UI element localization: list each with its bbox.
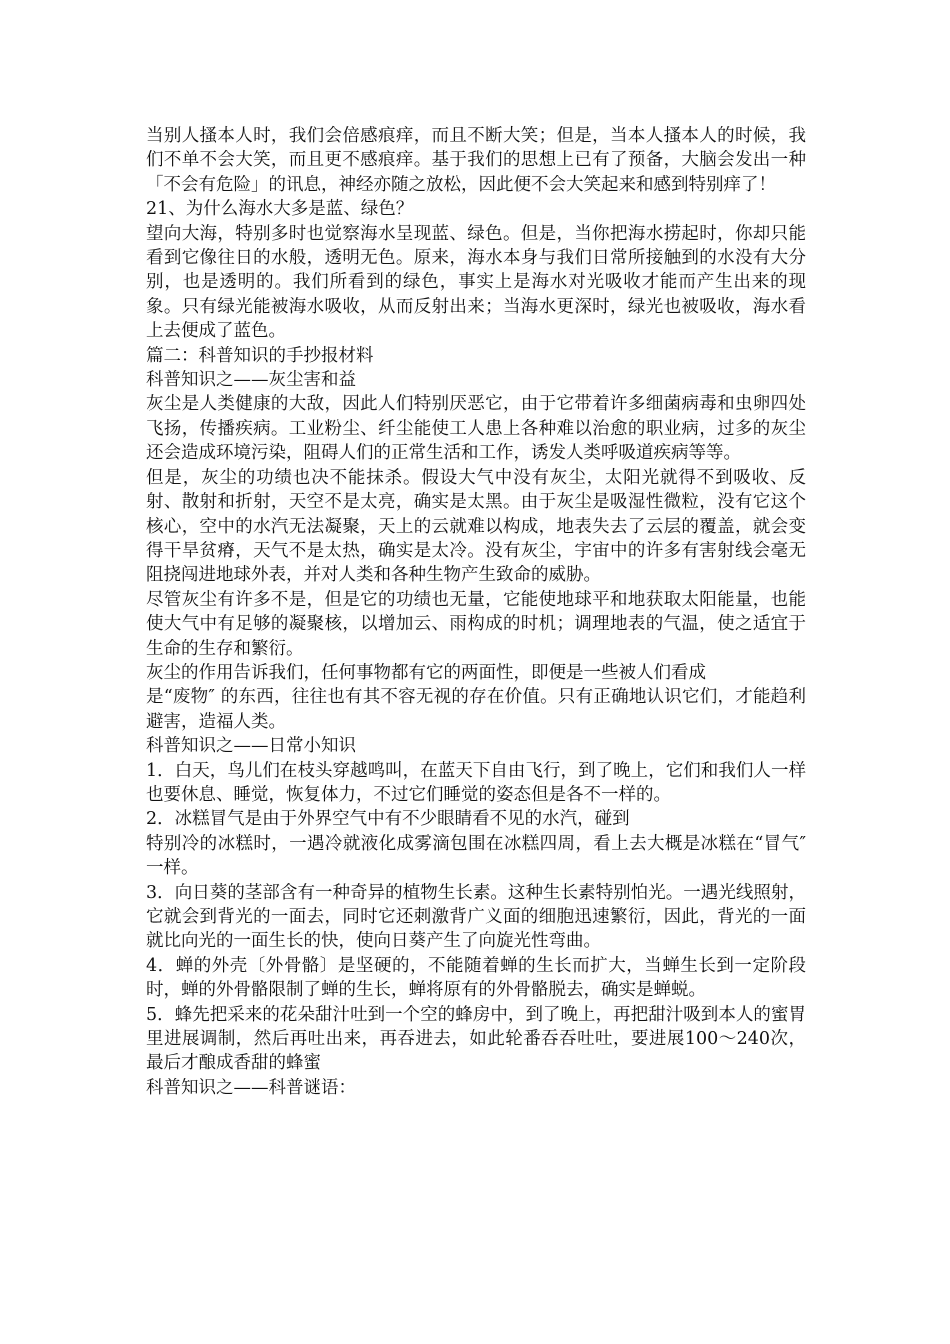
subheading-riddles: 科普知识之——科普谜语： [146,1077,356,1098]
document-body [146,124,806,1100]
list-item-birds: 1．白天，鸟儿们在枝头穿越鸣叫，在蓝天下自由飞行，到了晚上，它们和我们人一样也要休息、睡觉，恢复体力，不过它们睡觉的姿态但是各不一样的。 [146,760,806,805]
list-item-honey: 5．蜂先把采来的花朵甜汁吐到一个空的蜂房中，到了晚上，再把甜汁吸到本人的蜜胃里进展调制，然后再吐出来，再吞进去，如此轮番吞吞吐吐，要进展100～240次，最后才酿成香甜的蜂蜜 [146,1004,806,1074]
paragraph-dust-merit: 但是，灰尘的功绩也决不能抹杀。假设大气中没有灰尘，太阳光就得不到吸收、反射、散射和折射，天空不是太亮，确实是太黑。由于灰尘是吸湿性微粒，没有它这个核心，空中的水汽无法凝聚，天上的云就难以构成，地表失去了云层的覆盖，就会变得干旱贫瘠，天气不是太热，确实是太冷。没有灰尘，宇宙中的许多有害射线会毫无阻挠闯进地球外表，并对人类和各种生物产生致命的威胁。 [146,467,806,586]
paragraph-sea-color: 望向大海，特别多时也觉察海水呈现蓝、绿色。但是，当你把海水捞起时，你却只能看到它像往日的水般，透明无色。原来，海水本身与我们日常所接触到的水没有大分别，也是透明的。我们所看到的绿色，事实上是海水对光吸收才能而产生出来的现象。只有绿光能被海水吸收，从而反射出来；当海水更深时，绿光也被吸收，海水看上去便成了蓝色。 [146,223,806,342]
paragraph-dust-lesson-1: 灰尘的作用告诉我们，任何事物都有它的两面性，即便是一些被人们看成 [146,662,706,683]
paragraph-dust-lesson-2: 是“废物″ 的东西，往往也有其不容无视的存在价值。只有正确地认识它们，才能趋利避害，造福人类。 [146,687,806,732]
question-heading-21: 21、为什么海水大多是蓝、绿色？ [146,199,414,220]
paragraph-dust-harm: 灰尘是人类健康的大敌，因此人们特别厌恶它，由于它带着许多细菌病毒和虫卵四处飞扬，传播疾病。工业粉尘、纤尘能使工人患上各种难以治愈的职业病，过多的灰尘还会造成环境污染，阻碍人们的正常生活和工作，诱发人类呼吸道疾病等等。 [146,394,806,464]
paragraph-tickle: 当别人搔本人时，我们会倍感痕痒，而且不断大笑；但是，当本人搔本人的时候，我们不单不会大笑，而且更不感痕痒。基于我们的思想上已有了预备，大脑会发出一种「不会有危险」的讯息，神经亦随之放松，因此便不会大笑起来和感到特别痒了！ [146,126,806,195]
section-heading-part2: 篇二：科普知识的手抄报材料 [146,345,374,366]
subheading-dust: 科普知识之——灰尘害和益 [146,370,356,391]
subheading-daily-knowledge: 科普知识之——日常小知识 [146,736,356,757]
list-item-ice-cream-1: 2．冰糕冒气是由于外界空气中有不少眼睛看不见的水汽，碰到 [146,809,630,830]
list-item-sunflower: 3．向日葵的茎部含有一种奇异的植物生长素。这种生长素特别怕光。一遇光线照射，它就会到背光的一面去，同时它还刺激背广义面的细胞迅速繁衍，因此，背光的一面就比向光的一面生长的快，使向日葵产生了向旋光性弯曲。 [146,882,806,952]
list-item-ice-cream-2: 特别冷的冰糕时，一遇冷就液化成雾滴包围在冰糕四周，看上去大概是冰糕在“冒气″ 一样。 [146,833,806,879]
paragraph-dust-balance: 尽管灰尘有许多不是，但是它的功绩也无量，它能使地球平和地获取太阳能量，也能使大气中有足够的凝聚核，以增加云、雨构成的时机；调理地表的气温，使之适宜于生命的生存和繁衍。 [146,589,806,659]
list-item-cicada: 4．蝉的外壳〔外骨骼〕是坚硬的，不能随着蝉的生长而扩大，当蝉生长到一定阶段时，蝉的外骨骼限制了蝉的生长，蝉将原有的外骨骼脱去，确实是蝉蜕。 [146,955,806,1001]
